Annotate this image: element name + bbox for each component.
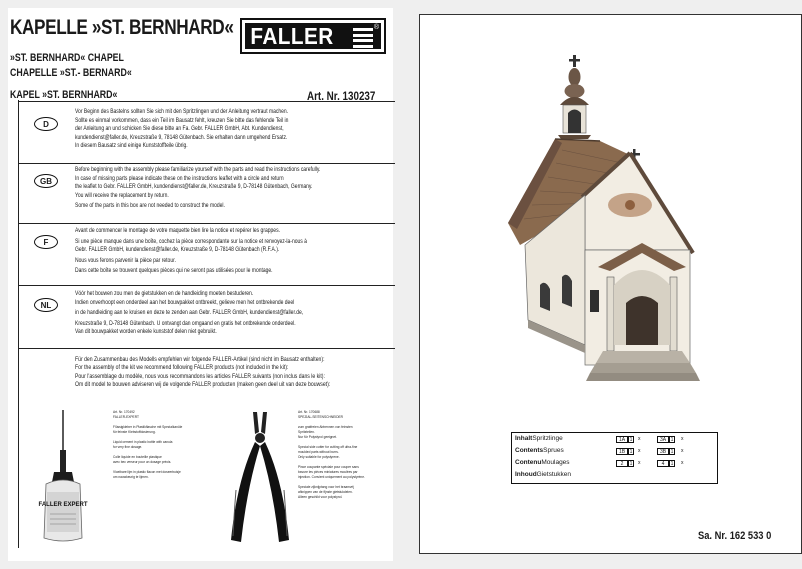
sa-number: Sa. Nr. 162 533 0: [698, 530, 772, 542]
registered-icon: ®: [373, 24, 379, 31]
sprue-x: x: [638, 460, 641, 466]
glue-product-text: Art. Nr. 170492 FALLER-EXPERT Flüssigkleber in Plastikflasche mit Spezialkanüle für feinste Klebstoffdosierung. Liquid cement in plastic bottle with canula for very fine dosage. Colle liquide en bouteille plastique avec bec verseur pour un dosage précis. Vloeibare lijm in plastic flacon met doseerbuisje om nauwkeurig te lijmen.: [113, 410, 183, 479]
divider: [18, 223, 395, 224]
sprue-x: x: [638, 436, 641, 442]
text-de: Vor Beginn des Bastelns sollten Sie sich mit den Spritzlingen und der Anleitung vertraut machen. Sollte es einmal vorkommen, dass ein Teil im Bausatz fehlt, kreuzen Sie bitte das fehlende Teil in der Anleitung an und schicken Sie diese bitte an Fa. Gebr. FALLER GmbH, Abt. Kundendienst, kundendienst@faller.de, Kreuzstraße 9, 78148 Gütenbach. Sie erhalten dann umgehend Ersatz. In diesem Bausatz sind einige Kunststoffteile übrig.: [75, 108, 289, 150]
sprue-contents-table: [511, 432, 718, 484]
sprue-x: x: [638, 448, 641, 454]
logo-text: FALLER: [250, 22, 334, 49]
badge-de: D: [34, 117, 58, 131]
bottle-label-text: FALLER EXPERT: [38, 502, 88, 508]
divider: [18, 101, 395, 102]
subtitle-en: »ST. BERNHARD« CHAPEL: [10, 52, 124, 64]
sprue-row: InhaltSpritzlinge: [515, 435, 563, 442]
side-cutter-image: [225, 410, 295, 545]
sprue-id-cell: 3B: [657, 448, 669, 455]
cutter-product-text: Art. Nr. 170688 SPEZIAL-SEITENSCHNEIDER zum gratfreien Abtrennen von feinsten Spritzteilen. Nur für Polystyrol geeignet. Special side cutter for cutting off ultra-fine moulded parts without burrs. Only suitable for polystyrene. Pince coupante spéciale pour couper sans bavure les pièces miniatures moulées par injection. Convient uniquement au polystyrène. Speciale zijknijptang voor het braamvrij afknippen van de fijnste gietstukdelen. Alleen geschikt voor polystyrol.: [298, 410, 365, 499]
faller-logo: [240, 18, 386, 54]
sprue-id-cell: 2: [616, 460, 628, 467]
sprue-row: ContentsSprues: [515, 447, 564, 454]
page-title: KAPELLE »ST. BERNHARD«: [10, 16, 234, 39]
sprue-count-cell: 1: [670, 461, 674, 467]
sprue-row: InhoudGietstukken: [515, 471, 571, 478]
sprue-count-cell: 1: [629, 437, 633, 443]
recommendation-text: Für den Zusammenbau des Modells empfehlen wir folgende FALLER-Artikel (sind nicht im Bausatz enthalten): For the assembly of the kit we recommend following FALLER products (not included in the kit): Pour l'assemblage du modèle, nous vous recommandons les articles FALLER suivants (non inclus dans le kit): Om dit model te bouwen adviseren wij de volgende FALLER producten (maken geen deel uit van deze bouwset):: [75, 356, 331, 388]
chapel-model-image: [490, 45, 720, 385]
sprue-count-cell: 1: [629, 461, 633, 467]
divider: [18, 348, 19, 548]
sprue-row: ContenuMoulages: [515, 459, 570, 466]
divider: [18, 285, 395, 286]
sprue-id-cell: 1A: [616, 436, 628, 443]
logo-stripes-icon: [353, 28, 373, 48]
article-number: Art. Nr. 130237: [307, 89, 376, 103]
sprue-id-cell: 4: [657, 460, 669, 467]
text-nl: Vóór het bouwen zou men de gietstukken en de handleiding moeten bestuderen. Indien onverhoopt een onderdeel aan het bouwpakket ontbreekt, gelieve men het ontbrekende deel in de handleiding aan te kruisen en deze te zenden aan Gebr. FALLER GmbH, kundendienst@faller.de, Kreuzstraße 9, D-78148 Gütenbach. U ontvangt dan omgaand en gratis het ontbrekende onderdeel. Van dit bouwpakket worden enkele kunststof delen niet gebruikt.: [75, 290, 304, 336]
text-gb: Before beginning with the assembly please familiarize yourself with the parts and read the instructions carefully. In case of missing parts please indicate these on the instructions leaflet with a circle and return the leaflet to Gebr. FALLER GmbH, kundendienst@faller.de, Kreuzstraße 9, D-78148 Gütenbach, Germany. You will receive the replacement by return. Some of the parts in this box are not needed to construct the model.: [75, 166, 321, 210]
divider: [18, 163, 395, 164]
sprue-x: x: [681, 436, 684, 442]
subtitle-fr: CHAPELLE »ST.- BERNARD«: [10, 67, 132, 79]
divider: [18, 348, 395, 349]
divider: [18, 100, 19, 348]
subtitle-nl: KAPEL »ST. BERNHARD«: [10, 89, 118, 101]
badge-gb: GB: [34, 174, 58, 188]
glue-bottle-image: [36, 410, 91, 545]
sprue-x: x: [681, 448, 684, 454]
sprue-count-cell: 1: [629, 449, 633, 455]
badge-nl: NL: [34, 298, 58, 312]
sprue-id-cell: 1B: [616, 448, 628, 455]
sprue-count-cell: 1: [670, 449, 674, 455]
badge-fr: F: [34, 235, 58, 249]
sprue-count-cell: 1: [670, 437, 674, 443]
sprue-id-cell: 3A: [657, 436, 669, 443]
sprue-x: x: [681, 460, 684, 466]
text-fr: Avant de commencer le montage de votre maquette bien lire la notice et repérer les grappes. Si une pièce manque dans une boîte, cochez la pièce correspondante sur la notice et renvoyez-la-nous à Gebr. FALLER GmbH, kundendienst@faller.de, Kreuzstraße 9, D-78148 Gütenbach (R.F.A.). Nous vous ferons parvenir la pièce par retour. Dans cette boîte se trouvent quelques pièces qui ne seront pas utilisées pour le montage.: [75, 227, 307, 275]
